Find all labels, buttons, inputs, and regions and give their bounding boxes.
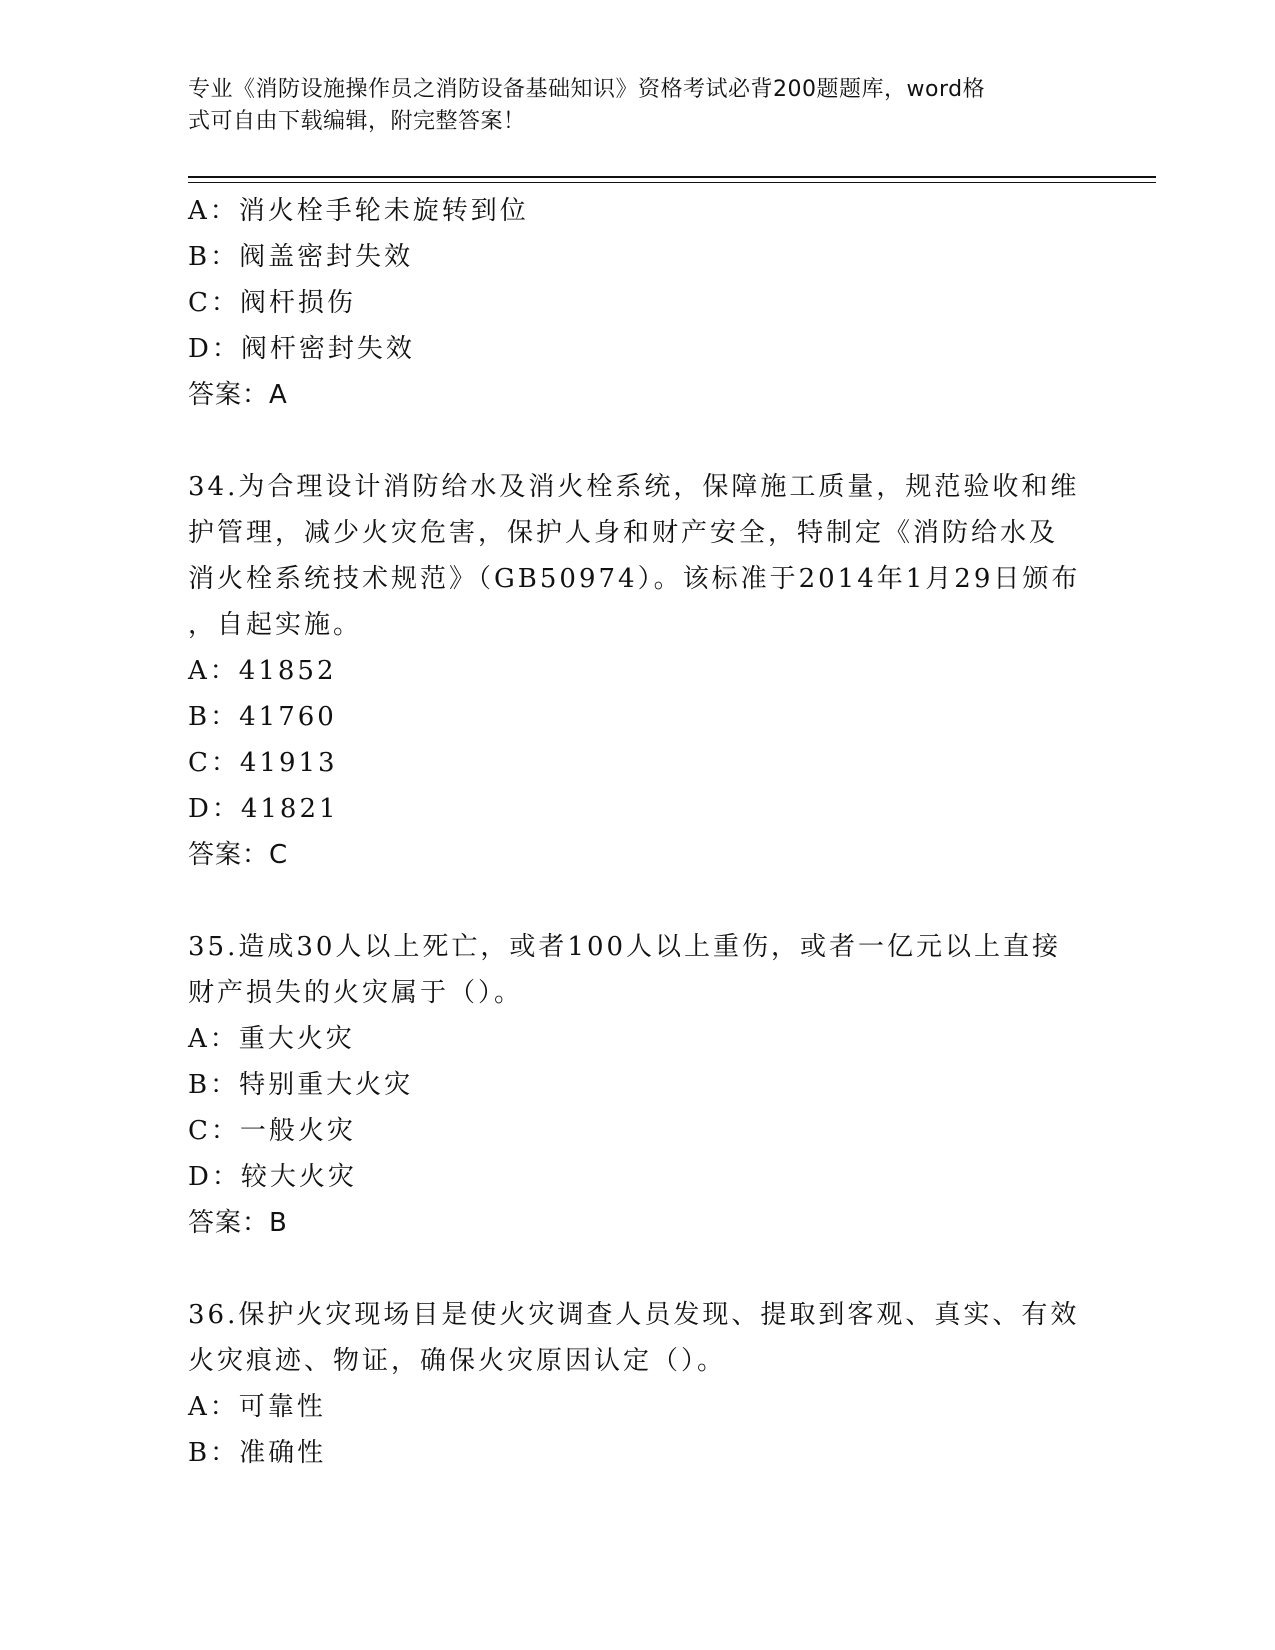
option-a: A：消火栓手轮未旋转到位 <box>188 196 529 226</box>
option-d: D：较大火灾 <box>188 1162 357 1192</box>
question-stem-line: 消火栓系统技术规范》（GB50974）。该标准于2014年1月29日颁布 <box>188 564 1081 594</box>
question-34 <box>188 464 1088 878</box>
spacer <box>188 418 1088 464</box>
answer-key: 答案：B <box>188 1208 288 1238</box>
question-stem-line: 护管理，减少火灾危害，保护人身和财产安全，特制定《消防给水及 <box>188 518 1059 548</box>
spacer <box>188 1246 1088 1292</box>
question-35 <box>188 924 1088 1246</box>
question-stem-line: 火灾痕迹、物证，确保火灾原因认定（）。 <box>188 1346 727 1376</box>
option-b: B：准确性 <box>188 1438 327 1468</box>
option-c: C：阀杆损伤 <box>188 288 356 318</box>
header-line-2: 式可自由下载编辑，附完整答案！ <box>188 109 526 134</box>
question-stem-line: 36.保护火灾现场目是使火灾调查人员发现、提取到客观、真实、有效 <box>188 1300 1080 1330</box>
question-stem-line: 35.造成30人以上死亡，或者100人以上重伤，或者一亿元以上直接 <box>188 932 1062 962</box>
answer-key: 答案：A <box>188 380 288 410</box>
header-divider-thick <box>188 176 1156 178</box>
option-d: D：41821 <box>188 794 339 824</box>
question-stem-line: 财产损失的火灾属于（）。 <box>188 978 524 1008</box>
option-b: B：阀盖密封失效 <box>188 242 414 272</box>
question-33 <box>188 188 1088 418</box>
option-d: D：阀杆密封失效 <box>188 334 415 364</box>
option-b: B：特别重大火灾 <box>188 1070 414 1100</box>
option-c: C：41913 <box>188 748 338 778</box>
question-stem-line: ，自起实施。 <box>188 610 363 640</box>
option-b: B：41760 <box>188 702 337 732</box>
option-a: A：重大火灾 <box>188 1024 355 1054</box>
question-36 <box>188 1292 1088 1476</box>
header-line-1: 专业《消防设施操作员之消防设备基础知识》资格考试必背200题题库，word格 <box>188 77 986 102</box>
question-stem-line: 34.为合理设计消防给水及消火栓系统，保障施工质量，规范验收和维 <box>188 472 1080 502</box>
document-header <box>188 74 1068 138</box>
spacer <box>188 878 1088 924</box>
option-a: A：41852 <box>188 656 337 686</box>
answer-key: 答案：C <box>188 840 289 870</box>
option-a: A：可靠性 <box>188 1392 326 1422</box>
header-divider-thin <box>188 182 1156 183</box>
question-list <box>188 188 1088 1476</box>
option-c: C：一般火灾 <box>188 1116 356 1146</box>
